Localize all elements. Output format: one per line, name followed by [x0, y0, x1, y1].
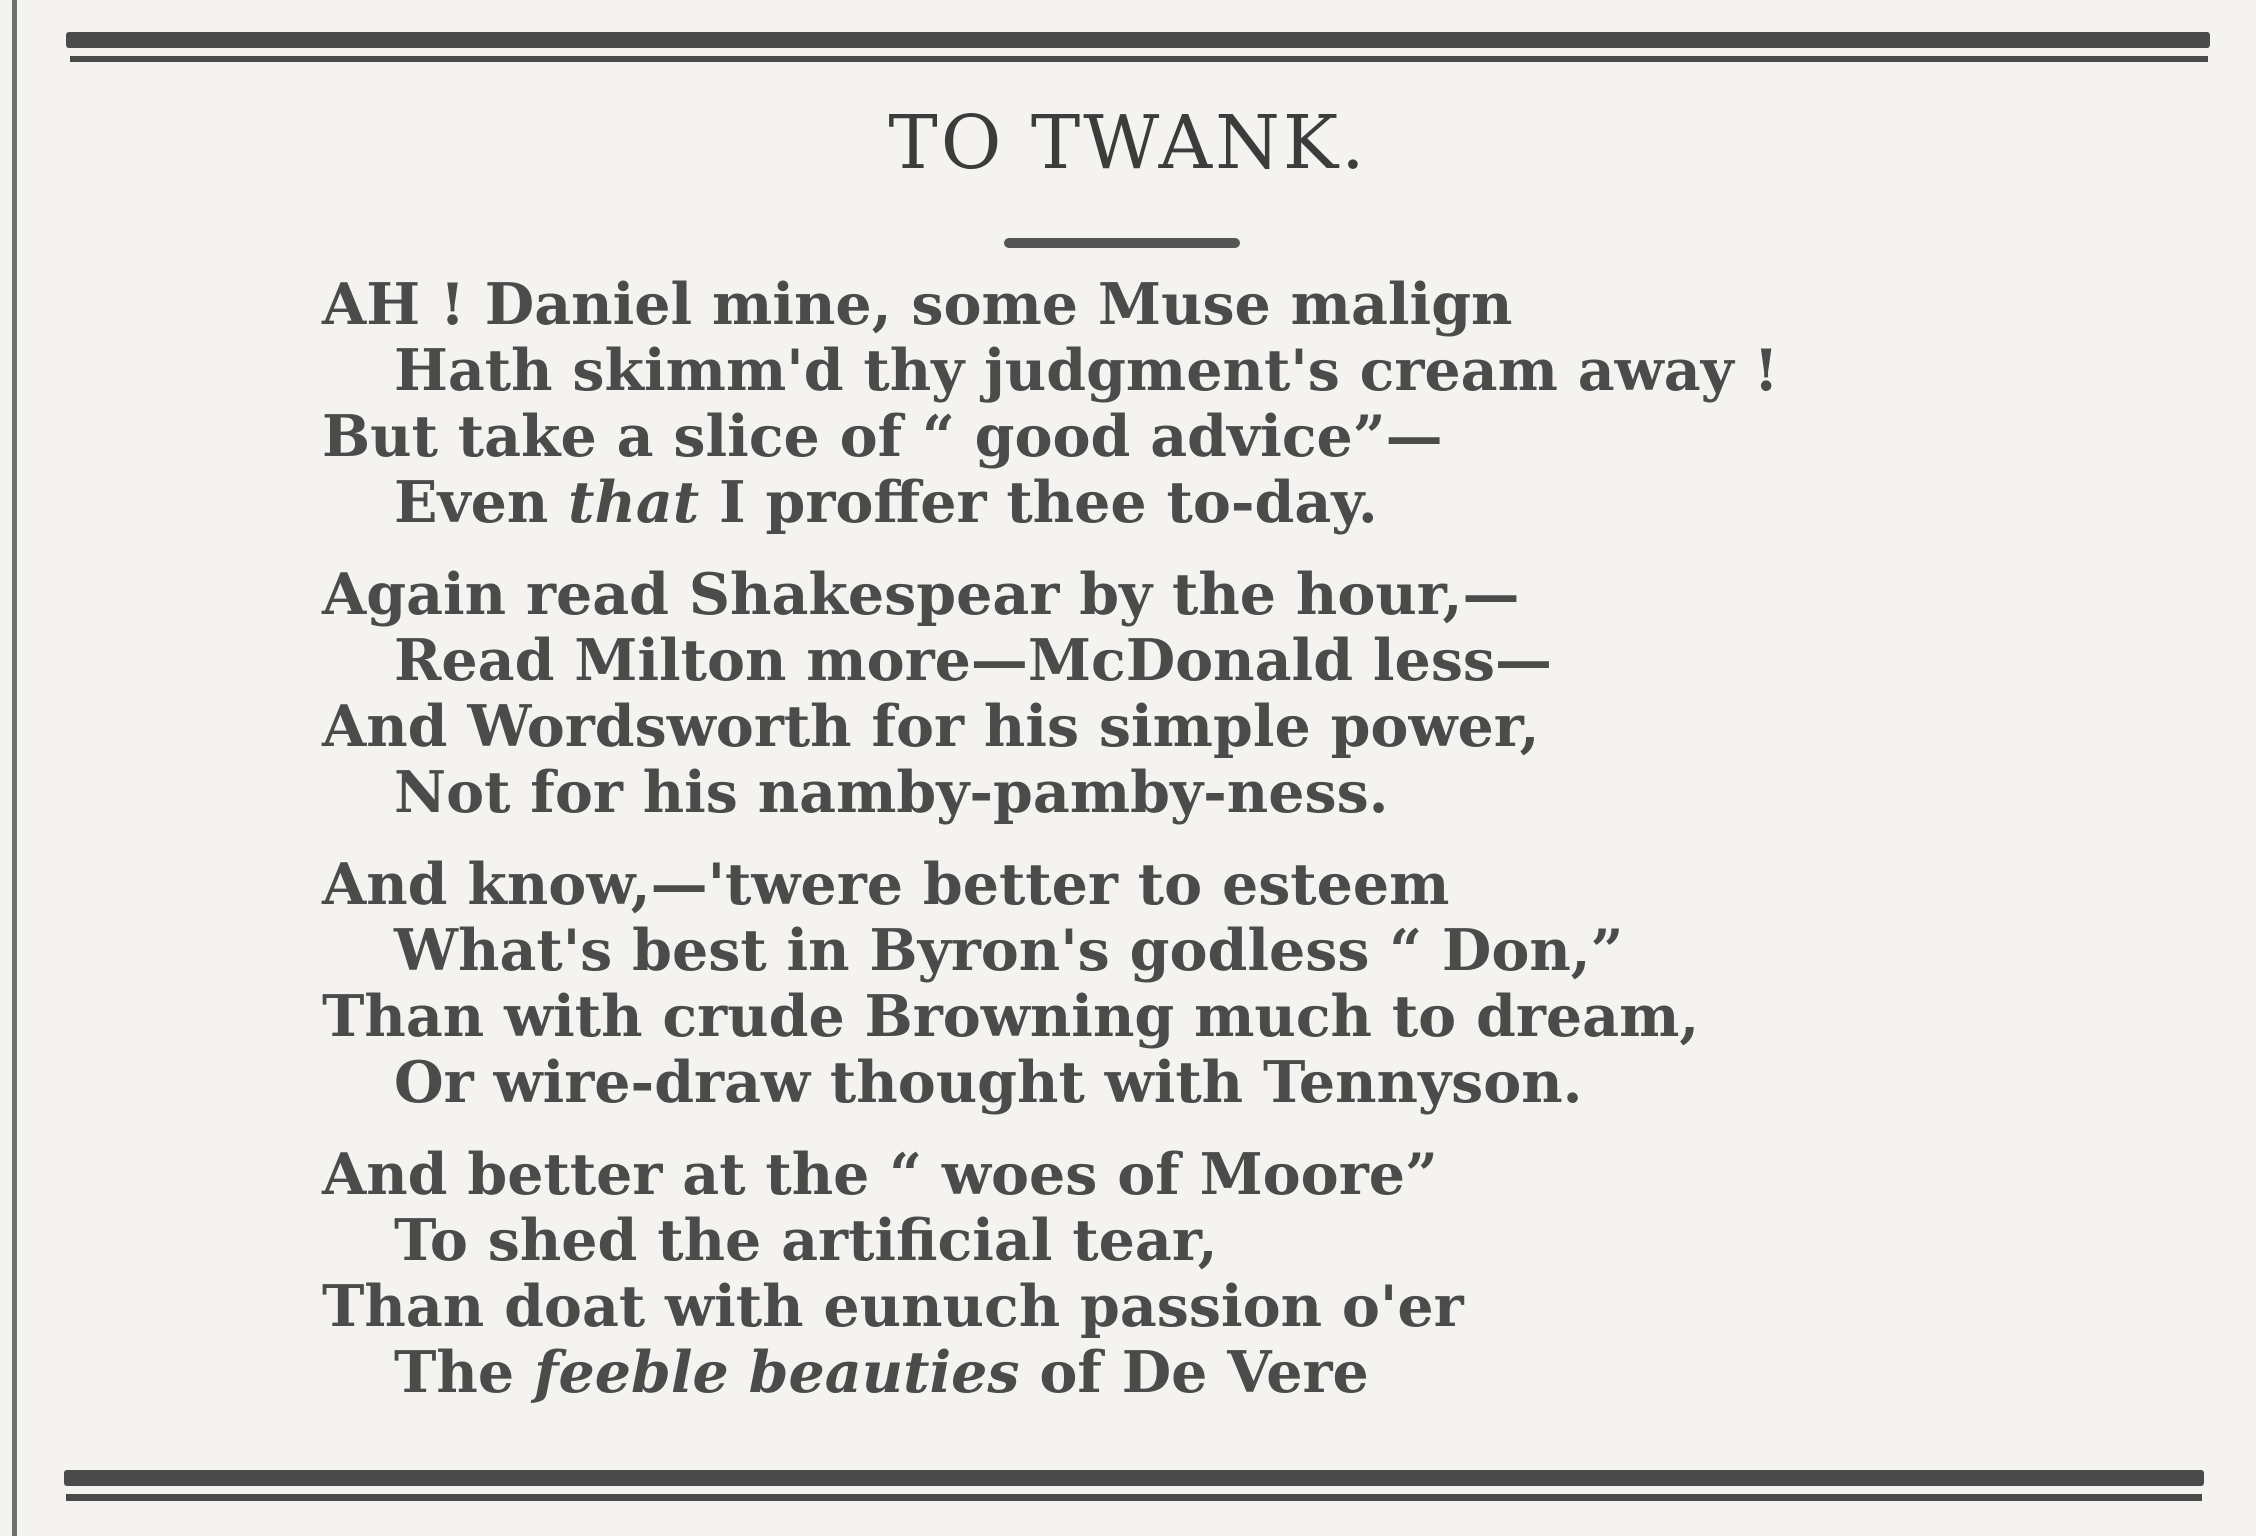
poem-line: But take a slice of “ good advice”—: [322, 403, 1443, 470]
poem-line: What's best in Byron's godless “ Don,”: [394, 917, 1624, 984]
poem-title: TO TWANK.: [888, 100, 1368, 186]
poem-body: [322, 272, 2182, 1406]
poem-line: Than with crude Browning much to dream,: [322, 983, 1700, 1050]
bottom-rule-thick: [64, 1470, 2204, 1486]
stanza-1: [322, 272, 2182, 536]
poem-line: Than doat with eunuch passion o'er: [322, 1273, 1464, 1340]
top-rule-thick: [66, 32, 2210, 48]
poem-line: The feeble beauties of De Vere: [394, 1339, 1369, 1406]
poem-line: Even that I proffer thee to-day.: [394, 469, 1378, 536]
emphasis: feeble beauties: [533, 1339, 1020, 1406]
stanza-2: [322, 562, 2182, 826]
poem-line: AH ! Daniel mine, some Muse malign: [322, 271, 1513, 338]
column-rule: [12, 0, 17, 1536]
drop-word: AH: [322, 271, 421, 338]
poem-line: And Wordsworth for his simple power,: [322, 693, 1540, 760]
emphasis: that: [568, 469, 700, 536]
poem-line: Not for his namby-pamby-ness.: [394, 759, 1389, 826]
poem-line: Read Milton more—McDonald less—: [394, 627, 1553, 694]
poem-line: And better at the “ woes of Moore”: [322, 1141, 1438, 1208]
bottom-rule-thin: [66, 1494, 2202, 1501]
title-underline: [1004, 238, 1240, 248]
poem-line: And know,—'twere better to esteem: [322, 851, 1450, 918]
stanza-3: [322, 852, 2182, 1116]
top-rule-thin: [70, 56, 2208, 62]
poem-line: Hath skimm'd thy judgment's cream away !: [394, 337, 1779, 404]
poem-line: To shed the artificial tear,: [394, 1207, 1218, 1274]
poem-line: Or wire-draw thought with Tennyson.: [394, 1049, 1583, 1116]
poem-line: Again read Shakespear by the hour,—: [322, 561, 1520, 628]
stanza-4: [322, 1142, 2182, 1406]
